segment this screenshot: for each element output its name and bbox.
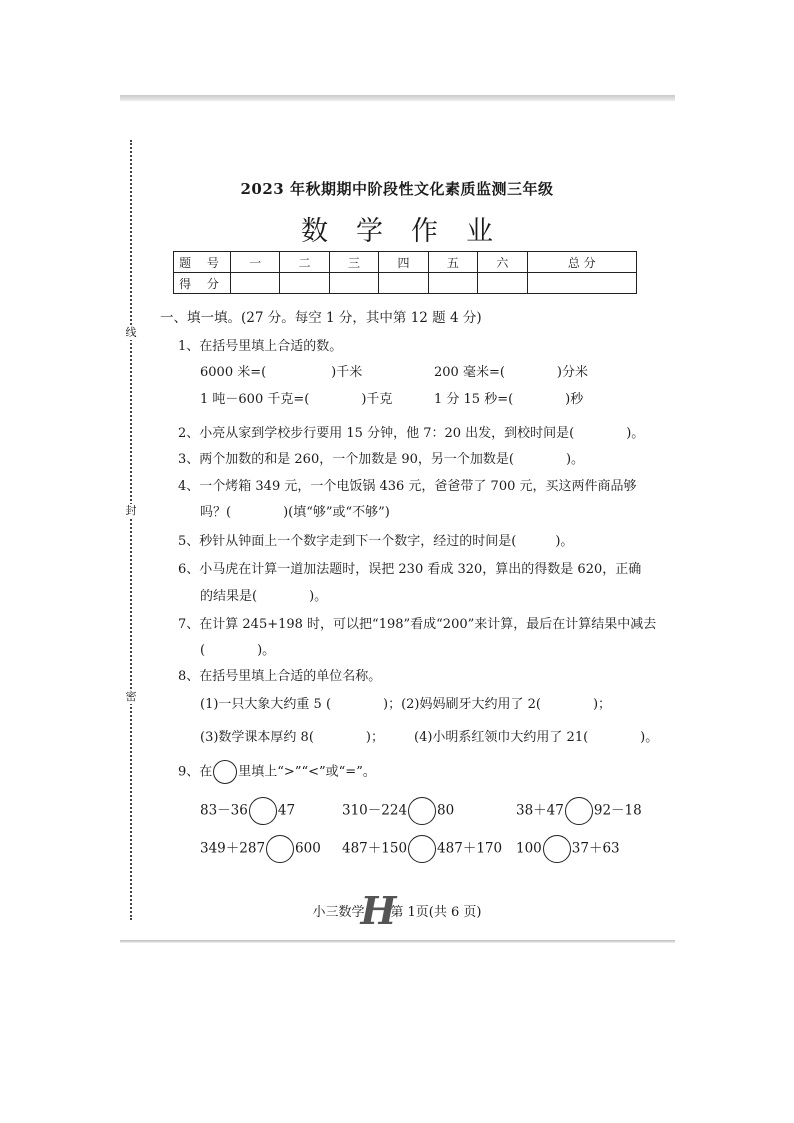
compare-left: 310－224 [342, 802, 408, 819]
binding-char-line: 线 [125, 326, 137, 339]
score-table-cell: 四 [379, 252, 428, 273]
question-1a: 6000 米=( )千米 [200, 365, 363, 380]
page-footer [0, 888, 794, 933]
exam-title: 2023 年秋期期中阶段性文化素质监测三年级 [240, 180, 554, 198]
question-1d: 1 分 15 秒=( )秒 [434, 392, 584, 407]
score-table-cell: 六 [478, 252, 527, 273]
compare-left: 487＋150 [342, 840, 408, 857]
compare-right: 600 [295, 840, 321, 857]
compare-item [516, 835, 620, 863]
compare-answer-circle[interactable] [266, 835, 294, 863]
question-9-prefix: 9、在 [178, 764, 213, 780]
question-8-line-1: (1)一只大象大约重 5 ( )；(2)妈妈刷牙大约用了 2( )； [200, 697, 612, 712]
compare-left: 83－36 [200, 802, 248, 819]
circle-icon [213, 760, 237, 784]
question-9-suffix: 里填上“>”“<”或“=”。 [238, 764, 376, 780]
score-table-cell: 一 [231, 252, 280, 273]
question-6-line-2: 的结果是( )。 [200, 589, 328, 604]
compare-item [516, 797, 642, 825]
score-table-cell: 总 分 [527, 252, 636, 273]
compare-answer-circle[interactable] [408, 797, 436, 825]
compare-left: 349＋287 [200, 840, 266, 857]
compare-right: 80 [437, 802, 455, 819]
question-2: 2、小亮从家到学校步行要用 15 分钟，他 7：20 出发，到校时间是( )。 [178, 426, 645, 441]
compare-answer-circle[interactable] [543, 835, 571, 863]
compare-item [200, 835, 321, 863]
compare-answer-circle[interactable] [249, 797, 277, 825]
question-9 [178, 760, 376, 784]
compare-right: 92－18 [593, 802, 642, 819]
compare-answer-circle[interactable] [408, 835, 436, 863]
compare-left: 100 [516, 840, 542, 857]
question-7-line-2: ( )。 [200, 643, 276, 658]
section-heading: 一、填一填。(27 分。每空 1 分，其中第 12 题 4 分) [160, 310, 482, 326]
compare-item [342, 797, 454, 825]
compare-left: 38＋47 [516, 802, 564, 819]
question-8: 8、在括号里填上合适的单位名称。 [178, 669, 382, 684]
subject-title: 数学作业 [301, 216, 521, 247]
compare-right: 37＋63 [571, 840, 620, 857]
footer-course: 小三数学 [312, 905, 365, 920]
footer-page-number: 第 1页(共 6 页) [390, 905, 482, 920]
question-8-line-2b: (4)小明系红领巾大约用了 21( )。 [414, 730, 659, 745]
score-table-cell: 三 [329, 252, 378, 273]
handwritten-h-mark: H [360, 888, 395, 933]
question-4-line-2: 吗？( )(填“够”或“不够”) [200, 505, 390, 520]
score-table-cell: 二 [280, 252, 329, 273]
question-5: 5、秒针从钟面上一个数字走到下一个数字，经过的时间是( )。 [178, 534, 574, 549]
question-6-line-1: 6、小马虎在计算一道加法题时，误把 230 看成 320，算出的得数是 620，正确 [178, 562, 642, 577]
compare-answer-circle[interactable] [565, 797, 593, 825]
score-table-cell: 得 分 [174, 273, 231, 294]
question-8-line-2a: (3)数学课本厚约 8( )； [200, 730, 384, 745]
compare-item [342, 835, 502, 863]
question-4-line-1: 4、一个烤箱 349 元，一个电饭锅 436 元，爸爸带了 700 元，买这两件商品够 [178, 479, 637, 494]
compare-item [200, 797, 295, 825]
question-7-line-1: 7、在计算 245+198 时，可以把“198”看成“200”来计算，最后在计算结果中减去 [178, 617, 657, 632]
compare-right: 47 [277, 802, 296, 819]
question-1b: 200 毫米=( )分米 [434, 365, 588, 380]
question-1c: 1 吨－600 千克=( )千克 [200, 392, 393, 407]
question-1: 1、在括号里填上合适的数。 [178, 339, 343, 354]
question-3: 3、两个加数的和是 260，一个加数是 90，另一个加数是( )。 [178, 452, 585, 467]
score-table-cell: 题 号 [174, 252, 231, 273]
score-table-cell: 五 [428, 252, 477, 273]
binding-char-seal: 封 [125, 504, 137, 517]
binding-char-secret: 密 [125, 690, 137, 703]
compare-right: 487＋170 [437, 840, 503, 857]
